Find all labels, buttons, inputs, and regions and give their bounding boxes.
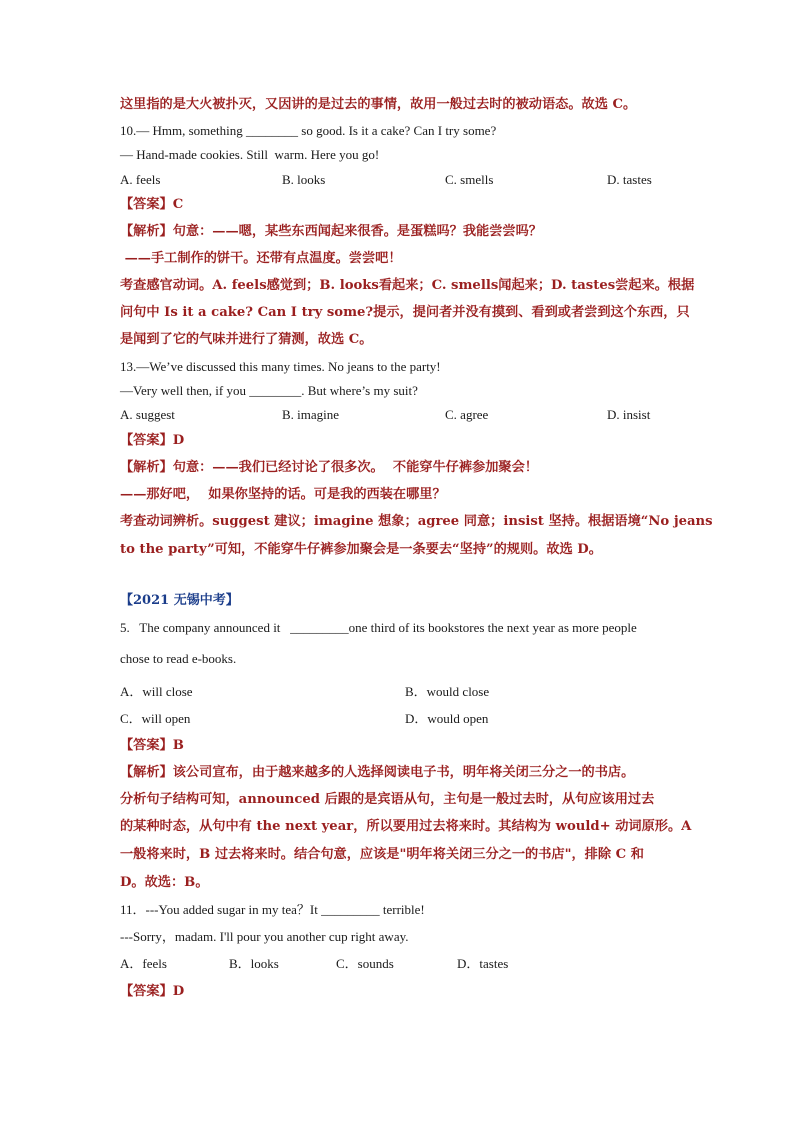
answer-option: A. feels xyxy=(120,172,161,187)
text-line: 【2021 无锡中考】 xyxy=(120,593,239,608)
text-line: D。故选：B。 xyxy=(120,875,209,890)
answer-option: A．will close xyxy=(120,684,193,699)
text-line: chose to read e-books. xyxy=(120,651,237,666)
text-line: 【答案】C xyxy=(120,197,184,212)
answer-option: C. agree xyxy=(445,407,489,422)
answer-option: B. looks xyxy=(282,172,326,187)
text-line: 问句中 Is it a cake? Can I try some?提示，提问者并没有摸到、看到或者尝到这个东西，只 xyxy=(120,305,690,320)
answer-option: C．will open xyxy=(120,711,191,726)
answer-option: C. smells xyxy=(445,172,494,187)
text-line: 分析句子结构可知，announced 后跟的是宾语从句，主句是一般过去时，从句应该用过去 xyxy=(120,792,655,807)
text-line: ---Sorry，madam. I'll pour you another cup right away. xyxy=(120,929,409,944)
answer-option: D. insist xyxy=(607,407,651,422)
text-line: — Hand-made cookies. Still warm. Here you go! xyxy=(120,147,380,162)
text-line: 10.— Hmm, something ________ so good. Is it a cake? Can I try some? xyxy=(120,123,497,138)
text-line: 【答案】B xyxy=(120,738,184,753)
answer-option: B. imagine xyxy=(282,407,340,422)
text-line: 一般将来时，B 过去将来时。结合句意，应该是"明年将关闭三分之一的书店"，排除 C 和 xyxy=(120,847,644,862)
answer-option: D．tastes xyxy=(457,956,509,971)
text-line: 这里指的是大火被扑灭，又因讲的是过去的事情，故用一般过去时的被动语态。故选 C。 xyxy=(120,97,637,112)
text-line: 【答案】D xyxy=(120,984,185,999)
answer-option: B．looks xyxy=(229,956,279,971)
text-line: 11．---You added sugar in my tea？It _________ terrible! xyxy=(120,902,425,917)
answer-option: D. tastes xyxy=(607,172,652,187)
text-line: —Very well then, if you ________. But where’s my suit? xyxy=(120,383,418,398)
text-line: 【解析】句意：——嗯，某些东西闻起来很香。是蛋糕吗？我能尝尝吗？ xyxy=(120,224,542,239)
answer-option: D．would open xyxy=(405,711,489,726)
text-line: 考查感官动词。A. feels感觉到；B. looks看起来；C. smells闻起来；D. tastes尝起来。根据 xyxy=(120,278,695,293)
text-line: 是闻到了它的气味并进行了猜测，故选 C。 xyxy=(120,332,373,347)
text-line: 5. The company announced it _________one third of its bookstores the next year as more people xyxy=(120,620,637,635)
text-line: ——那好吧， 如果你坚持的话。可是我的西装在哪里？ xyxy=(120,487,446,502)
answer-option: A．feels xyxy=(120,956,167,971)
answer-option: C．sounds xyxy=(336,956,394,971)
answer-option: B．would close xyxy=(405,684,490,699)
text-line: 13.—We’ve discussed this many times. No jeans to the party! xyxy=(120,359,441,374)
text-line: ——手工制作的饼干。还带有点温度。尝尝吧！ xyxy=(120,251,402,266)
text-line: 【解析】句意：——我们已经讨论了很多次。 不能穿牛仔裤参加聚会！ xyxy=(120,460,538,475)
text-line: 考查动词辨析。suggest 建议；imagine 想象；agree 同意；insist 坚持。根据语境“No jeans xyxy=(120,514,713,529)
text-line: 【解析】该公司宣布，由于越来越多的人选择阅读电子书，明年将关闭三分之一的书店。 xyxy=(120,765,635,780)
text-line: 的某种时态，从句中有 the next year，所以要用过去将来时。其结构为 would+ 动词原形。A xyxy=(120,819,692,834)
answer-option: A. suggest xyxy=(120,407,175,422)
text-line: to the party”可知，不能穿牛仔裤参加聚会是一条要去“坚持”的规则。故选 D。 xyxy=(120,542,602,557)
text-line: 【答案】D xyxy=(120,433,185,448)
